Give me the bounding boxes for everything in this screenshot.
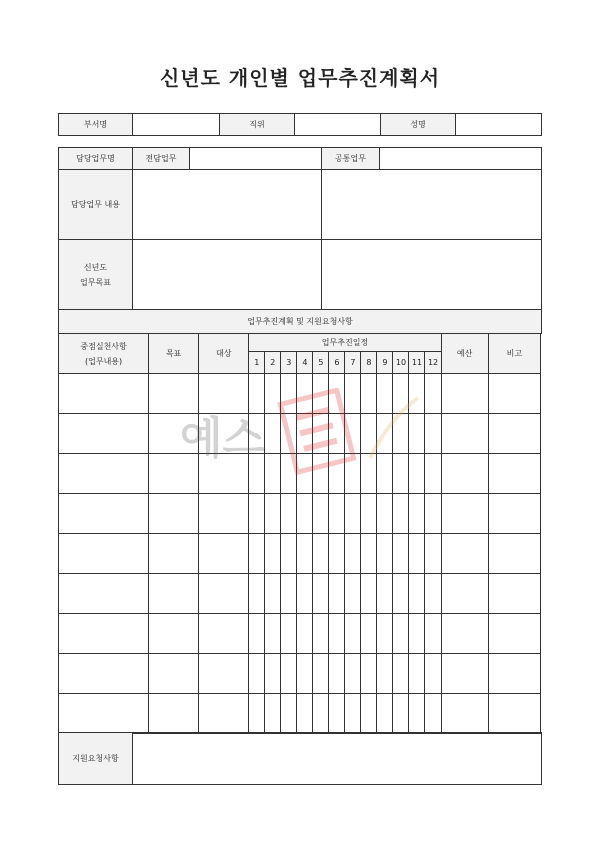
full-duty-label: 전담업무 <box>133 148 190 170</box>
month-cell[interactable] <box>297 574 313 614</box>
month-cell[interactable] <box>425 374 441 414</box>
month-cell[interactable] <box>361 694 377 734</box>
goal-cell[interactable] <box>149 414 199 454</box>
month-cell[interactable] <box>297 534 313 574</box>
goal-cell[interactable] <box>149 654 199 694</box>
month-cell[interactable] <box>297 694 313 734</box>
month-cell[interactable] <box>361 494 377 534</box>
month-cell[interactable] <box>393 494 409 534</box>
month-cell[interactable] <box>409 654 425 694</box>
month-cell[interactable] <box>281 414 297 454</box>
target-cell[interactable] <box>199 494 249 534</box>
month-cell[interactable] <box>361 454 377 494</box>
month-cell[interactable] <box>377 454 393 494</box>
month-header-2: 2 <box>265 352 281 374</box>
month-cell[interactable] <box>265 654 281 694</box>
month-cell[interactable] <box>393 374 409 414</box>
month-cell[interactable] <box>425 454 441 494</box>
month-cell[interactable] <box>281 534 297 574</box>
month-cell[interactable] <box>297 374 313 414</box>
target-cell[interactable] <box>199 534 249 574</box>
remarks-cell[interactable] <box>488 654 540 694</box>
month-header-11: 11 <box>409 352 425 374</box>
month-cell[interactable] <box>425 694 441 734</box>
month-cell[interactable] <box>393 414 409 454</box>
goal-column-header: 목표 <box>149 334 199 374</box>
target-cell[interactable] <box>199 654 249 694</box>
key-task-cell[interactable] <box>59 454 149 494</box>
table-row <box>59 414 541 454</box>
target-cell[interactable] <box>199 694 249 734</box>
budget-cell[interactable] <box>441 694 488 734</box>
dept-label: 부서명 <box>59 114 133 136</box>
target-cell[interactable] <box>199 454 249 494</box>
month-cell[interactable] <box>249 694 265 734</box>
table-row <box>59 654 541 694</box>
goal-label-line1: 신년도 <box>83 262 108 272</box>
key-task-cell[interactable] <box>59 654 149 694</box>
month-cell[interactable] <box>377 614 393 654</box>
month-cell[interactable] <box>425 614 441 654</box>
month-cell[interactable] <box>313 654 329 694</box>
budget-cell[interactable] <box>441 414 488 454</box>
month-cell[interactable] <box>425 534 441 574</box>
month-cell[interactable] <box>297 654 313 694</box>
month-cell[interactable] <box>313 574 329 614</box>
support-field[interactable] <box>133 733 542 785</box>
table-row <box>59 614 541 654</box>
month-cell[interactable] <box>249 374 265 414</box>
month-cell[interactable] <box>265 534 281 574</box>
table-row <box>59 574 541 614</box>
target-column-header: 대상 <box>199 334 249 374</box>
duty-content-field-right[interactable] <box>322 170 542 240</box>
goal-label <box>59 240 133 310</box>
month-header-7: 7 <box>345 352 361 374</box>
month-cell[interactable] <box>425 654 441 694</box>
month-cell[interactable] <box>409 454 425 494</box>
month-cell[interactable] <box>329 454 345 494</box>
month-cell[interactable] <box>377 534 393 574</box>
month-cell[interactable] <box>393 694 409 734</box>
month-cell[interactable] <box>377 374 393 414</box>
month-cell[interactable] <box>313 494 329 534</box>
goal-cell[interactable] <box>149 534 199 574</box>
remarks-cell[interactable] <box>488 534 540 574</box>
month-cell[interactable] <box>377 694 393 734</box>
month-cell[interactable] <box>265 694 281 734</box>
name-field[interactable] <box>456 114 542 136</box>
key-task-cell[interactable] <box>59 414 149 454</box>
month-cell[interactable] <box>409 414 425 454</box>
month-cell[interactable] <box>361 534 377 574</box>
dept-field[interactable] <box>133 114 220 136</box>
month-cell[interactable] <box>409 694 425 734</box>
month-cell[interactable] <box>265 414 281 454</box>
table-row <box>59 454 541 494</box>
month-cell[interactable] <box>361 654 377 694</box>
duty-content-field-left[interactable] <box>133 170 322 240</box>
month-cell[interactable] <box>265 374 281 414</box>
month-cell[interactable] <box>265 614 281 654</box>
month-header-6: 6 <box>329 352 345 374</box>
schedule-table <box>58 333 541 734</box>
month-cell[interactable] <box>249 614 265 654</box>
target-cell[interactable] <box>199 574 249 614</box>
month-cell[interactable] <box>281 654 297 694</box>
goal-cell[interactable] <box>149 694 199 734</box>
target-cell[interactable] <box>199 414 249 454</box>
month-cell[interactable] <box>345 414 361 454</box>
key-tasks-header-line1: 중점실천사항 <box>80 341 127 351</box>
month-cell[interactable] <box>361 614 377 654</box>
goal-field-right[interactable] <box>322 240 542 310</box>
month-cell[interactable] <box>345 494 361 534</box>
month-cell[interactable] <box>281 494 297 534</box>
budget-cell[interactable] <box>441 654 488 694</box>
month-cell[interactable] <box>393 574 409 614</box>
month-cell[interactable] <box>393 654 409 694</box>
month-header-9: 9 <box>377 352 393 374</box>
month-header-5: 5 <box>313 352 329 374</box>
month-cell[interactable] <box>345 574 361 614</box>
month-cell[interactable] <box>265 494 281 534</box>
month-cell[interactable] <box>393 534 409 574</box>
month-header-8: 8 <box>361 352 377 374</box>
common-duty-label: 공통업무 <box>322 148 380 170</box>
month-cell[interactable] <box>265 454 281 494</box>
month-cell[interactable] <box>249 454 265 494</box>
month-cell[interactable] <box>377 654 393 694</box>
month-cell[interactable] <box>409 494 425 534</box>
month-cell[interactable] <box>313 414 329 454</box>
key-task-cell[interactable] <box>59 574 149 614</box>
month-header-1: 1 <box>249 352 265 374</box>
month-header-4: 4 <box>297 352 313 374</box>
position-label: 직위 <box>220 114 295 136</box>
remarks-cell[interactable] <box>488 614 540 654</box>
month-cell[interactable] <box>281 454 297 494</box>
key-task-cell[interactable] <box>59 374 149 414</box>
month-header-3: 3 <box>281 352 297 374</box>
position-field[interactable] <box>295 114 381 136</box>
support-label: 지원요청사항 <box>59 733 133 785</box>
month-cell[interactable] <box>361 374 377 414</box>
month-cell[interactable] <box>281 614 297 654</box>
remarks-cell[interactable] <box>488 414 540 454</box>
budget-cell[interactable] <box>441 534 488 574</box>
key-task-cell[interactable] <box>59 494 149 534</box>
month-cell[interactable] <box>297 494 313 534</box>
budget-cell[interactable] <box>441 494 488 534</box>
full-duty-field[interactable] <box>190 148 322 170</box>
month-cell[interactable] <box>361 414 377 454</box>
month-cell[interactable] <box>313 454 329 494</box>
month-cell[interactable] <box>297 614 313 654</box>
month-cell[interactable] <box>329 654 345 694</box>
month-cell[interactable] <box>345 614 361 654</box>
key-task-cell[interactable] <box>59 694 149 734</box>
month-cell[interactable] <box>361 574 377 614</box>
goal-cell[interactable] <box>149 494 199 534</box>
month-cell[interactable] <box>265 574 281 614</box>
month-cell[interactable] <box>281 374 297 414</box>
goal-label-line2: 업무목표 <box>80 277 111 287</box>
table-row <box>59 694 541 734</box>
plan-table <box>58 147 542 334</box>
month-cell[interactable] <box>425 574 441 614</box>
target-cell[interactable] <box>199 614 249 654</box>
month-cell[interactable] <box>425 494 441 534</box>
remarks-column-header: 비고 <box>488 334 540 374</box>
table-row <box>59 534 541 574</box>
month-cell[interactable] <box>425 414 441 454</box>
remarks-cell[interactable] <box>488 454 540 494</box>
month-cell[interactable] <box>409 374 425 414</box>
goal-cell[interactable] <box>149 574 199 614</box>
support-table <box>58 732 542 785</box>
budget-cell[interactable] <box>441 574 488 614</box>
month-cell[interactable] <box>249 414 265 454</box>
month-cell[interactable] <box>249 654 265 694</box>
key-tasks-header <box>59 334 149 374</box>
key-task-cell[interactable] <box>59 534 149 574</box>
month-cell[interactable] <box>297 454 313 494</box>
document-title: 신년도 개인별 업무추진계획서 <box>159 66 441 90</box>
month-cell[interactable] <box>377 414 393 454</box>
month-cell[interactable] <box>329 414 345 454</box>
month-cell[interactable] <box>329 494 345 534</box>
month-header-10: 10 <box>393 352 409 374</box>
plan-section-heading: 업무추진계획 및 지원요청사항 <box>59 310 542 334</box>
month-cell[interactable] <box>281 574 297 614</box>
common-duty-field[interactable] <box>380 148 542 170</box>
month-cell[interactable] <box>377 494 393 534</box>
month-cell[interactable] <box>329 534 345 574</box>
budget-column-header: 예산 <box>441 334 488 374</box>
target-cell[interactable] <box>199 374 249 414</box>
remarks-cell[interactable] <box>488 574 540 614</box>
month-cell[interactable] <box>249 534 265 574</box>
watermark-text: 예스 <box>180 413 266 464</box>
goal-cell[interactable] <box>149 374 199 414</box>
month-cell[interactable] <box>345 454 361 494</box>
budget-cell[interactable] <box>441 454 488 494</box>
month-cell[interactable] <box>329 574 345 614</box>
month-cell[interactable] <box>249 494 265 534</box>
budget-cell[interactable] <box>441 374 488 414</box>
month-cell[interactable] <box>409 614 425 654</box>
schedule-header: 업무추진일정 <box>249 334 441 352</box>
month-cell[interactable] <box>409 534 425 574</box>
month-cell[interactable] <box>377 574 393 614</box>
month-cell[interactable] <box>297 414 313 454</box>
month-cell[interactable] <box>345 694 361 734</box>
month-header-12: 12 <box>425 352 441 374</box>
header-info-table <box>58 113 542 136</box>
goal-cell[interactable] <box>149 614 199 654</box>
goal-field-left[interactable] <box>133 240 322 310</box>
month-cell[interactable] <box>313 614 329 654</box>
month-cell[interactable] <box>313 374 329 414</box>
month-cell[interactable] <box>313 694 329 734</box>
month-cell[interactable] <box>345 534 361 574</box>
month-cell[interactable] <box>329 694 345 734</box>
month-cell[interactable] <box>249 574 265 614</box>
month-cell[interactable] <box>329 614 345 654</box>
budget-cell[interactable] <box>441 614 488 654</box>
key-tasks-header-line2: (업무내용) <box>85 356 123 366</box>
month-cell[interactable] <box>393 454 409 494</box>
table-row <box>59 494 541 534</box>
month-cell[interactable] <box>345 654 361 694</box>
month-cell[interactable] <box>409 574 425 614</box>
month-cell[interactable] <box>281 694 297 734</box>
duty-content-label: 담당업무 내용 <box>59 170 133 240</box>
month-cell[interactable] <box>345 374 361 414</box>
month-cell[interactable] <box>313 534 329 574</box>
table-row <box>59 374 541 414</box>
name-label: 성명 <box>381 114 456 136</box>
month-cell[interactable] <box>393 614 409 654</box>
goal-cell[interactable] <box>149 454 199 494</box>
remarks-cell[interactable] <box>488 694 540 734</box>
month-cell[interactable] <box>329 374 345 414</box>
manager-name-label: 담당업무명 <box>59 148 133 170</box>
remarks-cell[interactable] <box>488 374 540 414</box>
key-task-cell[interactable] <box>59 614 149 654</box>
remarks-cell[interactable] <box>488 494 540 534</box>
